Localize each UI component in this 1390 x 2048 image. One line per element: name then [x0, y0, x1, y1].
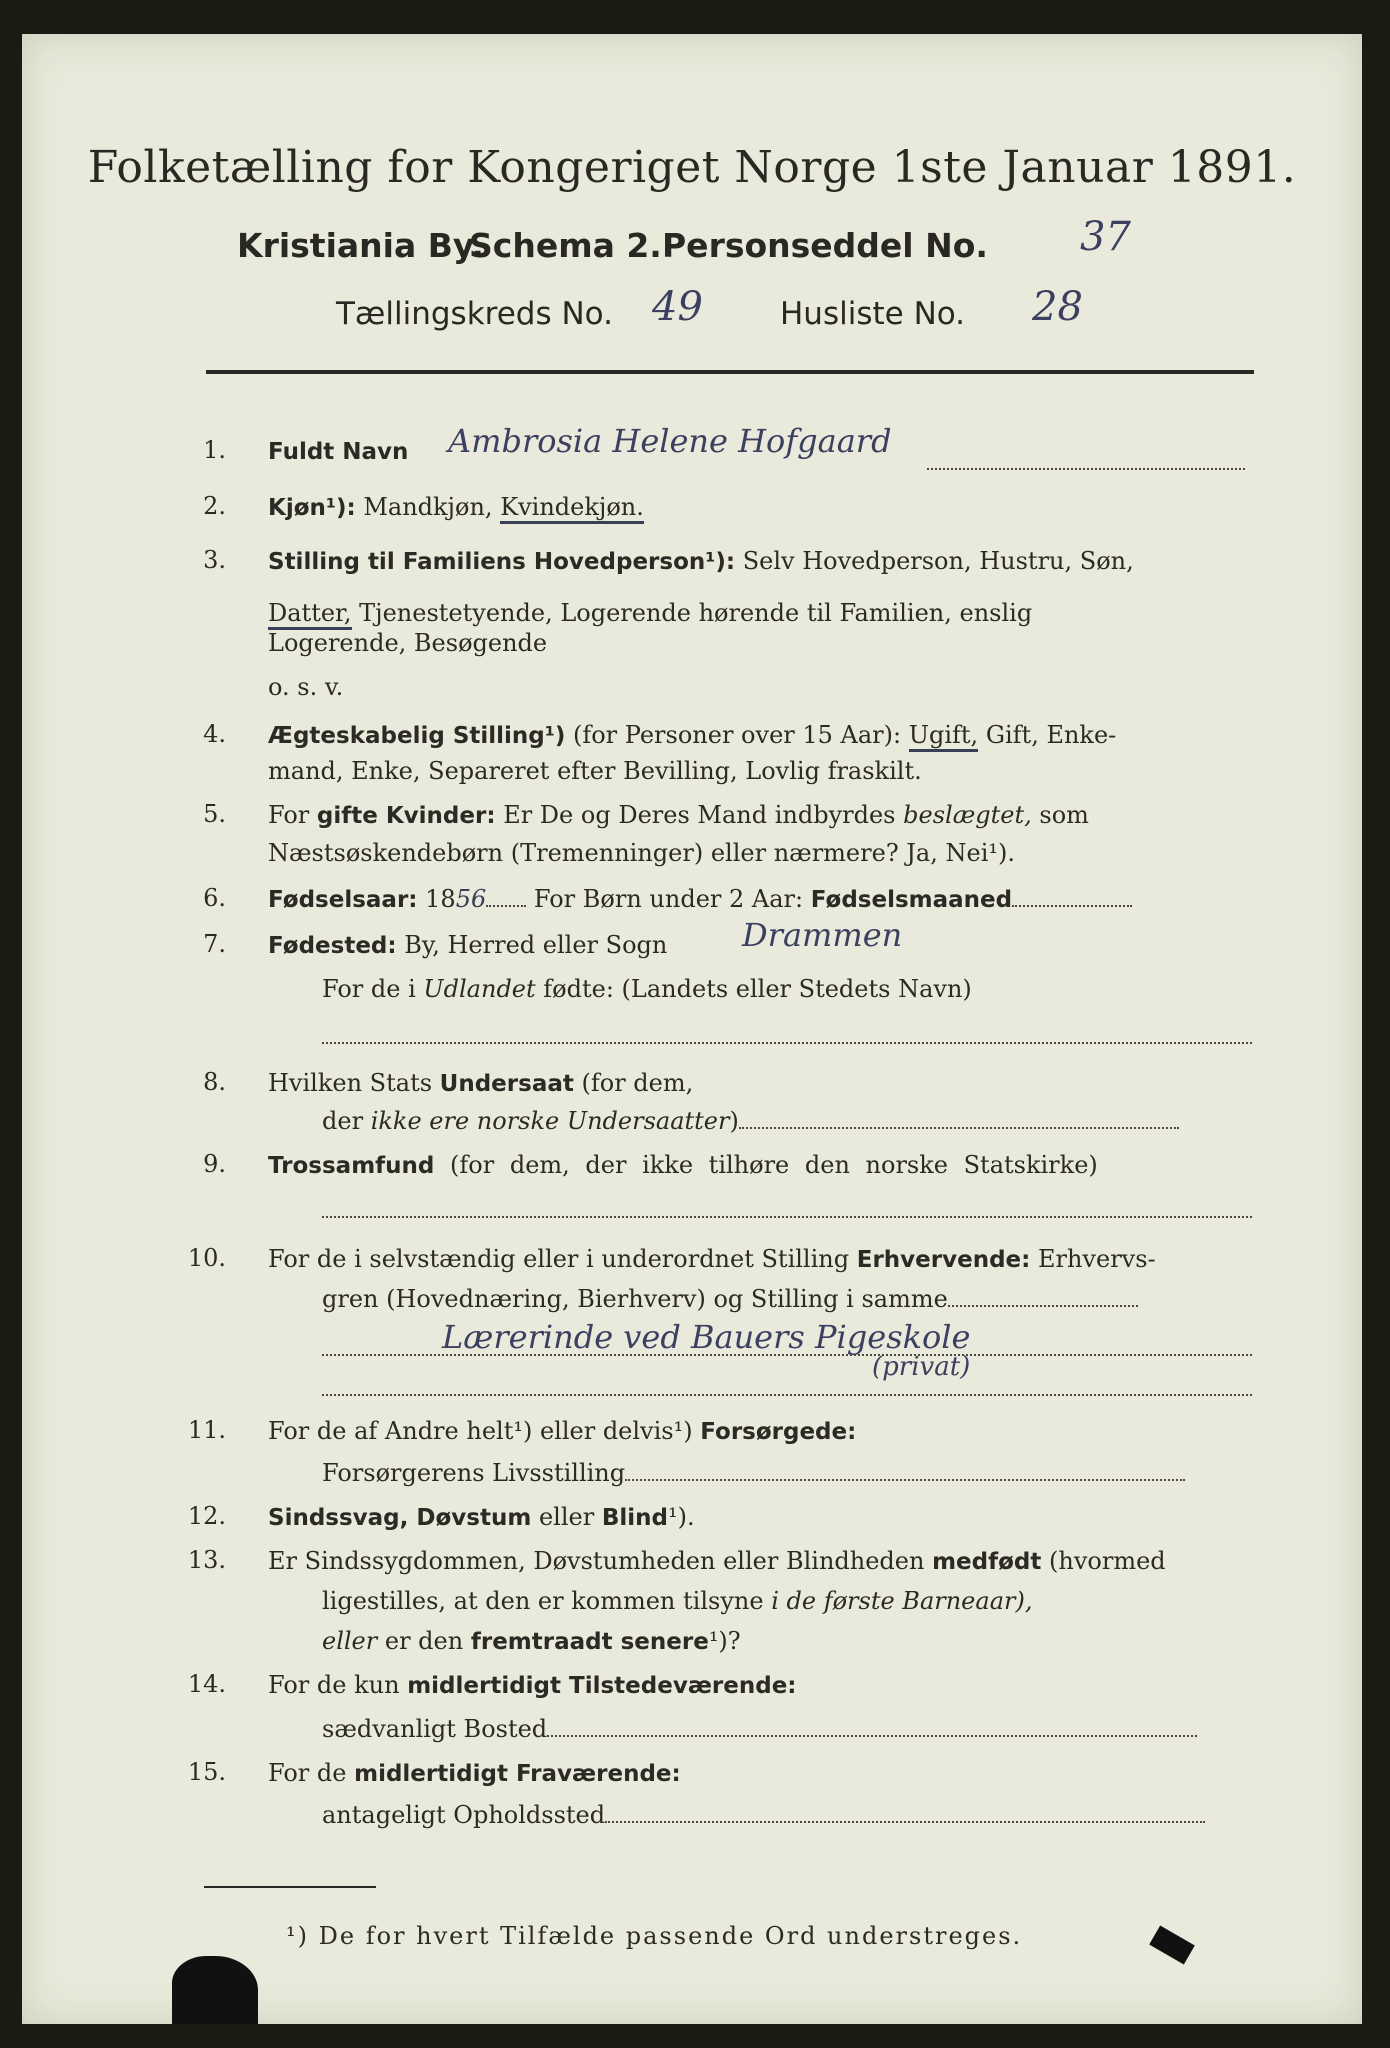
field-7-number: 7. — [203, 930, 226, 958]
field-4-condition: (for Personer over 15 Aar): — [572, 721, 902, 749]
field-6-year-value: 56 — [455, 885, 487, 913]
field-7-text: By, Herred eller Sogn — [404, 931, 668, 959]
field-2-option-male: Mandkjøn, — [363, 493, 493, 521]
field-6-month-dots — [1012, 887, 1132, 907]
header-rule — [206, 370, 1254, 374]
field-8-label: Undersaat — [439, 1071, 574, 1097]
field-8-dots — [739, 1109, 1179, 1129]
field-13-label2: fremtraadt senere — [470, 1629, 709, 1655]
field-11-number: 11. — [187, 1416, 226, 1444]
schema-label: Schema 2. — [469, 226, 662, 265]
field-8-line2-italic: ikke ere norske Undersaatter — [370, 1107, 730, 1135]
field-4-option-ugift-underlined: Ugift, — [909, 721, 978, 752]
field-3-options-line1: Selv Hovedperson, Hustru, Søn, — [742, 547, 1134, 575]
field-8-line2-pre: der — [322, 1107, 364, 1135]
field-6-year-dots — [486, 887, 526, 907]
field-1-dotted-line — [927, 450, 1245, 470]
field-4-options-line2: mand, Enke, Separeret efter Bevilling, Lovlig fraskilt. — [268, 757, 922, 785]
field-2-option-female-underlined: Kvindekjøn. — [500, 493, 644, 524]
kreds-number: 49 — [652, 284, 703, 330]
field-13-label: medfødt — [932, 1549, 1042, 1575]
husliste-label: Husliste No. — [780, 296, 966, 332]
field-10-pre: For de i selvstændig eller i underordnet Stilling — [268, 1245, 850, 1273]
field-15-dots — [605, 1803, 1205, 1823]
field-6-year-prefix: 18 — [425, 885, 456, 913]
field-5-question-line2: Næstsøskendebørn (Tremenninger) eller nærmere? Ja, Nei¹). — [268, 839, 1015, 867]
field-15-line2: antageligt Opholdssted — [322, 1801, 606, 1829]
field-10-label: Erhvervende: — [856, 1247, 1031, 1273]
field-12-tail: ¹). — [667, 1503, 695, 1531]
field-5-label: gifte Kvinder: — [316, 803, 496, 829]
city-label: Kristiania By. — [237, 226, 484, 265]
field-13-line3-pre: er den — [384, 1627, 464, 1655]
field-14-line2: sædvanligt Bosted — [322, 1715, 548, 1743]
footnote: ¹) De for hvert Tilfælde passende Ord understreges. — [286, 1922, 1023, 1950]
field-11-label: Forsørgede: — [700, 1419, 857, 1445]
field-6-label: Fødselsaar: — [268, 887, 418, 913]
field-14-number: 14. — [187, 1670, 226, 1698]
field-3-number: 3. — [203, 546, 226, 574]
field-1-label: Fuldt Navn — [268, 439, 409, 465]
census-form-sheet: Folketælling for Kongeriget Norge 1ste Januar 1891. Kristiania By. Schema 2. Personseddel No. 37 Tællingskreds No. 49 Husliste No. 28 1. Fuldt Navn Ambrosia Helene Hofgaard 2. Kjøn¹): Mandkjøn, Kvindekjøn. 3. Stilling til Familiens Hovedperson¹): Selv Hovedperson, Hustru, Søn, Datter, Tjenestetyende, Logerende hørende til Familien, enslig Logerende, Besøgende o. s. v. 4. Ægteskabelig Stilling¹) (for Personer over 15 Aar): Ugift, Gift, Enke- mand, Enke, Separeret efter Bevilling, Lovlig fraskilt. 5. For gifte Kvinder: Er De og Deres Mand indbyrdes beslægtet, som Næstsøskendebørn (Tremenninger) eller nærmere? Ja, Nei¹). 6. Fødselsaar: 1856 For Børn under 2 Aar: Fødselsmaaned 7. Fødested: By, Herred eller Sogn Drammen For de i Udlandet fødte: (Landets eller Stedets Navn) 8. Hvilken Stats Undersaat (for dem, der ikke ere norske Undersaatter) 9. Trossamfund (for dem, der ikke tilhøre den norske Statskirke) 10. For de i selvstændig eller i underordnet Stilling Erhvervende: Erhvervs- gren (Hovednæring, Bierhverv) og Stilling i samme Lærerinde ved Bauers Pigeskole (privat) 11. For de af Andre helt¹) eller delvis¹) Forsørgede: Forsørgerens Livsstilling 12. Sindssvag, Døvstum eller Blind¹). 13. Er Sindssygdommen, Døvstumheden eller Blindheden medfødt (hvormed ligestilles, at den er kommen tilsyne i de første Barneaar), eller er den fremtraadt senere¹)? 14. For de kun midlertidigt Tilstedeværende: sædvanligt Bosted 15. For de midlertidigt Fraværende: antageligt Opholdssted ¹) De for hvert Tilfælde passende Ord understreges. — [22, 34, 1362, 2024]
field-5-number: 5. — [203, 800, 226, 828]
field-5-question-line1: Er De og Deres Mand indbyrdes — [503, 801, 896, 829]
field-4-label: Ægteskabelig Stilling¹) — [268, 723, 566, 749]
field-9-number: 9. — [203, 1150, 226, 1178]
field-3-options-line2: Tjenestetyende, Logerende hørende til Familien, enslig — [359, 599, 1033, 627]
field-6-child-text: For Børn under 2 Aar: — [533, 885, 804, 913]
ink-blot-left — [172, 1956, 258, 2024]
field-2-number: 2. — [203, 492, 226, 520]
field-11-dots — [625, 1461, 1185, 1481]
field-10-number: 10. — [187, 1244, 226, 1272]
field-9-label: Trossamfund — [268, 1153, 435, 1179]
field-13-italic-eller: eller — [322, 1627, 378, 1655]
field-13-number: 13. — [187, 1546, 226, 1574]
ink-mark-right — [1149, 1925, 1195, 1964]
field-10-dotted-line-1 — [322, 1336, 1252, 1356]
field-8-post: (for dem, — [581, 1069, 694, 1097]
field-10-line2-dots — [948, 1287, 1138, 1307]
form-title: Folketælling for Kongeriget Norge 1ste Januar 1891. — [87, 142, 1297, 193]
field-11-pre: For de af Andre helt¹) eller delvis¹) — [268, 1417, 693, 1445]
field-7-dotted-line — [322, 1024, 1252, 1044]
field-13-italic: i de første Barneaar), — [771, 1587, 1033, 1615]
husliste-number: 28 — [1032, 284, 1083, 330]
field-9-dotted-line — [322, 1198, 1252, 1218]
field-1-name-value: Ambrosia Helene Hofgaard — [448, 422, 892, 460]
field-5-italic-word: beslægtet, — [903, 801, 1032, 829]
field-8-pre: Hvilken Stats — [268, 1069, 433, 1097]
field-6-number: 6. — [203, 884, 226, 912]
field-5-question-line1-end: som — [1039, 801, 1089, 829]
field-3-osv: o. s. v. — [268, 673, 344, 701]
field-15-pre: For de — [268, 1759, 347, 1787]
field-7-birthplace-value: Drammen — [742, 916, 903, 954]
field-3-option-datter-underlined: Datter, — [268, 599, 352, 630]
field-12-text: eller — [538, 1503, 595, 1531]
field-15-label: midlertidigt Fraværende: — [354, 1761, 681, 1787]
field-10-post: Erhvervs- — [1037, 1245, 1156, 1273]
field-13-line2: ligestilles, at den er kommen tilsyne — [322, 1587, 764, 1615]
field-4-number: 4. — [203, 720, 226, 748]
field-14-dots — [547, 1717, 1197, 1737]
field-8-number: 8. — [203, 1068, 226, 1096]
field-14-label: midlertidigt Tilstedeværende: — [407, 1673, 797, 1699]
field-2-label: Kjøn¹): — [268, 495, 356, 521]
field-7-foreign-italic: Udlandet — [423, 975, 536, 1003]
kreds-label: Tællingskreds No. — [336, 296, 613, 332]
personseddel-label: Personseddel No. — [662, 226, 988, 265]
field-4-options-line1: Gift, Enke- — [985, 721, 1117, 749]
field-1-number: 1. — [203, 436, 226, 464]
field-3-label: Stilling til Familiens Hovedperson¹): — [268, 549, 736, 575]
field-7-label: Fødested: — [268, 933, 397, 959]
field-7-foreign-pre: For de i — [322, 975, 416, 1003]
field-11-line2: Forsørgerens Livsstilling — [322, 1459, 626, 1487]
field-14-pre: For de kun — [268, 1671, 400, 1699]
field-9-text: (for dem, der ikke tilhøre den norske Statskirke) — [450, 1151, 1098, 1179]
field-3-options-line3: Logerende, Besøgende — [268, 629, 548, 657]
field-10-occupation-note: (privat) — [872, 1352, 971, 1382]
field-10-occupation-value: Lærerinde ved Bauers Pigeskole — [442, 1318, 971, 1356]
field-12-label: Sindssvag, Døvstum — [268, 1505, 532, 1531]
field-10-line2: gren (Hovednæring, Bierhverv) og Stilling i samme — [322, 1285, 948, 1313]
field-15-number: 15. — [187, 1758, 226, 1786]
field-12-number: 12. — [187, 1502, 226, 1530]
field-13-post: (hvormed — [1049, 1547, 1166, 1575]
field-7-foreign-text: fødte: (Landets eller Stedets Navn) — [543, 975, 972, 1003]
field-6-month-label: Fødselsmaaned — [810, 887, 1013, 913]
field-12-label2: Blind — [601, 1505, 668, 1531]
footnote-rule — [204, 1886, 376, 1888]
field-13-line3-tail: ¹)? — [708, 1627, 741, 1655]
field-5-pre: For — [268, 801, 310, 829]
field-10-dotted-line-2 — [322, 1376, 1252, 1396]
field-13-pre: Er Sindssygdommen, Døvstumheden eller Blindheden — [268, 1547, 925, 1575]
personseddel-number: 37 — [1080, 214, 1131, 260]
